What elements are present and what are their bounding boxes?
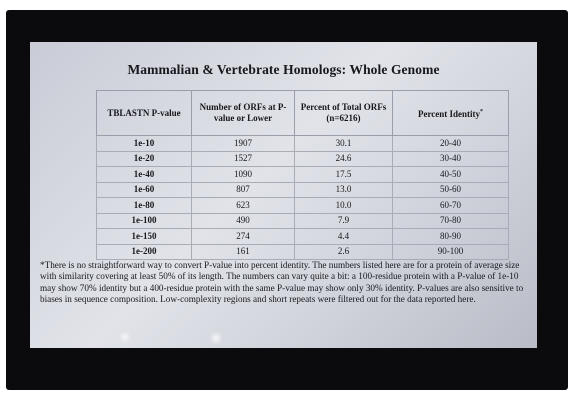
- header-percent-identity: [393, 91, 509, 136]
- footnote-text: *There is no straightforward way to convert P-value into percent identity. The numbers listed here are for a protein of average size with similarity covering at least 50% of its length. The numbers can vary quite a bit: a 100-residue protein with a P-value of 1e-10 may show 70% identity but a 400-residue protein with the same P-value may show only 30% identity. P-values are also sensitive to biases in sequence composition. Low-complexity regions and short repeats were filtered out for the data reported here.: [40, 260, 524, 304]
- cell-pvalue: 1e-150: [97, 229, 192, 245]
- header-percent-identity-label: Percent Identity: [417, 108, 481, 119]
- table-header-row: [97, 91, 509, 136]
- cell-percent-total: 2.6: [295, 244, 393, 260]
- cell-pvalue: 1e-80: [97, 198, 192, 214]
- cell-orf-count: 1527: [192, 151, 295, 167]
- table-row: [97, 167, 509, 183]
- table-row: [97, 198, 509, 214]
- cell-percent-identity: 40-50: [393, 167, 509, 183]
- slide: [30, 42, 537, 348]
- cell-percent-identity: 20-40: [393, 136, 509, 152]
- cell-percent-total: 30.1: [295, 136, 393, 152]
- table-row: [97, 136, 509, 152]
- cell-orf-count: 1090: [192, 167, 295, 183]
- header-pvalue: TBLASTN P-value: [97, 91, 192, 136]
- cell-percent-identity: 50-60: [393, 182, 509, 198]
- cell-orf-count: 623: [192, 198, 295, 214]
- cell-orf-count: 1907: [192, 136, 295, 152]
- cell-percent-total: 24.6: [295, 151, 393, 167]
- table-row: [97, 213, 509, 229]
- smudge-mark: [118, 330, 132, 344]
- cell-orf-count: 274: [192, 229, 295, 245]
- cell-pvalue: 1e-60: [97, 182, 192, 198]
- slide-title: Mammalian & Vertebrate Homologs: Whole Genome: [127, 62, 440, 77]
- cell-percent-total: 13.0: [295, 182, 393, 198]
- slide-frame: [6, 10, 568, 390]
- smudge-mark: [210, 332, 222, 344]
- cell-percent-total: 7.9: [295, 213, 393, 229]
- cell-percent-identity: 60-70: [393, 198, 509, 214]
- table-row: [97, 244, 509, 260]
- cell-pvalue: 1e-200: [97, 244, 192, 260]
- cell-pvalue: 1e-20: [97, 151, 192, 167]
- homolog-table: [96, 90, 509, 260]
- cell-percent-identity: 70-80: [393, 213, 509, 229]
- cell-orf-count: 807: [192, 182, 295, 198]
- cell-pvalue: 1e-100: [97, 213, 192, 229]
- cell-pvalue: 1e-40: [97, 167, 192, 183]
- cell-orf-count: 161: [192, 244, 295, 260]
- table-row: [97, 151, 509, 167]
- cell-percent-identity: 30-40: [393, 151, 509, 167]
- cell-percent-total: 17.5: [295, 167, 393, 183]
- header-percent-total: Percent of Total ORFs (n=6216): [295, 91, 393, 136]
- cell-orf-count: 490: [192, 213, 295, 229]
- table-row: [97, 182, 509, 198]
- table-row: [97, 229, 509, 245]
- cell-percent-identity: 80-90: [393, 229, 509, 245]
- footnote-mark: *: [480, 108, 484, 115]
- cell-percent-identity: 90-100: [393, 244, 509, 260]
- cell-percent-total: 4.4: [295, 229, 393, 245]
- cell-pvalue: 1e-10: [97, 136, 192, 152]
- header-orf-count: Number of ORFs at P-value or Lower: [192, 91, 295, 136]
- cell-percent-total: 10.0: [295, 198, 393, 214]
